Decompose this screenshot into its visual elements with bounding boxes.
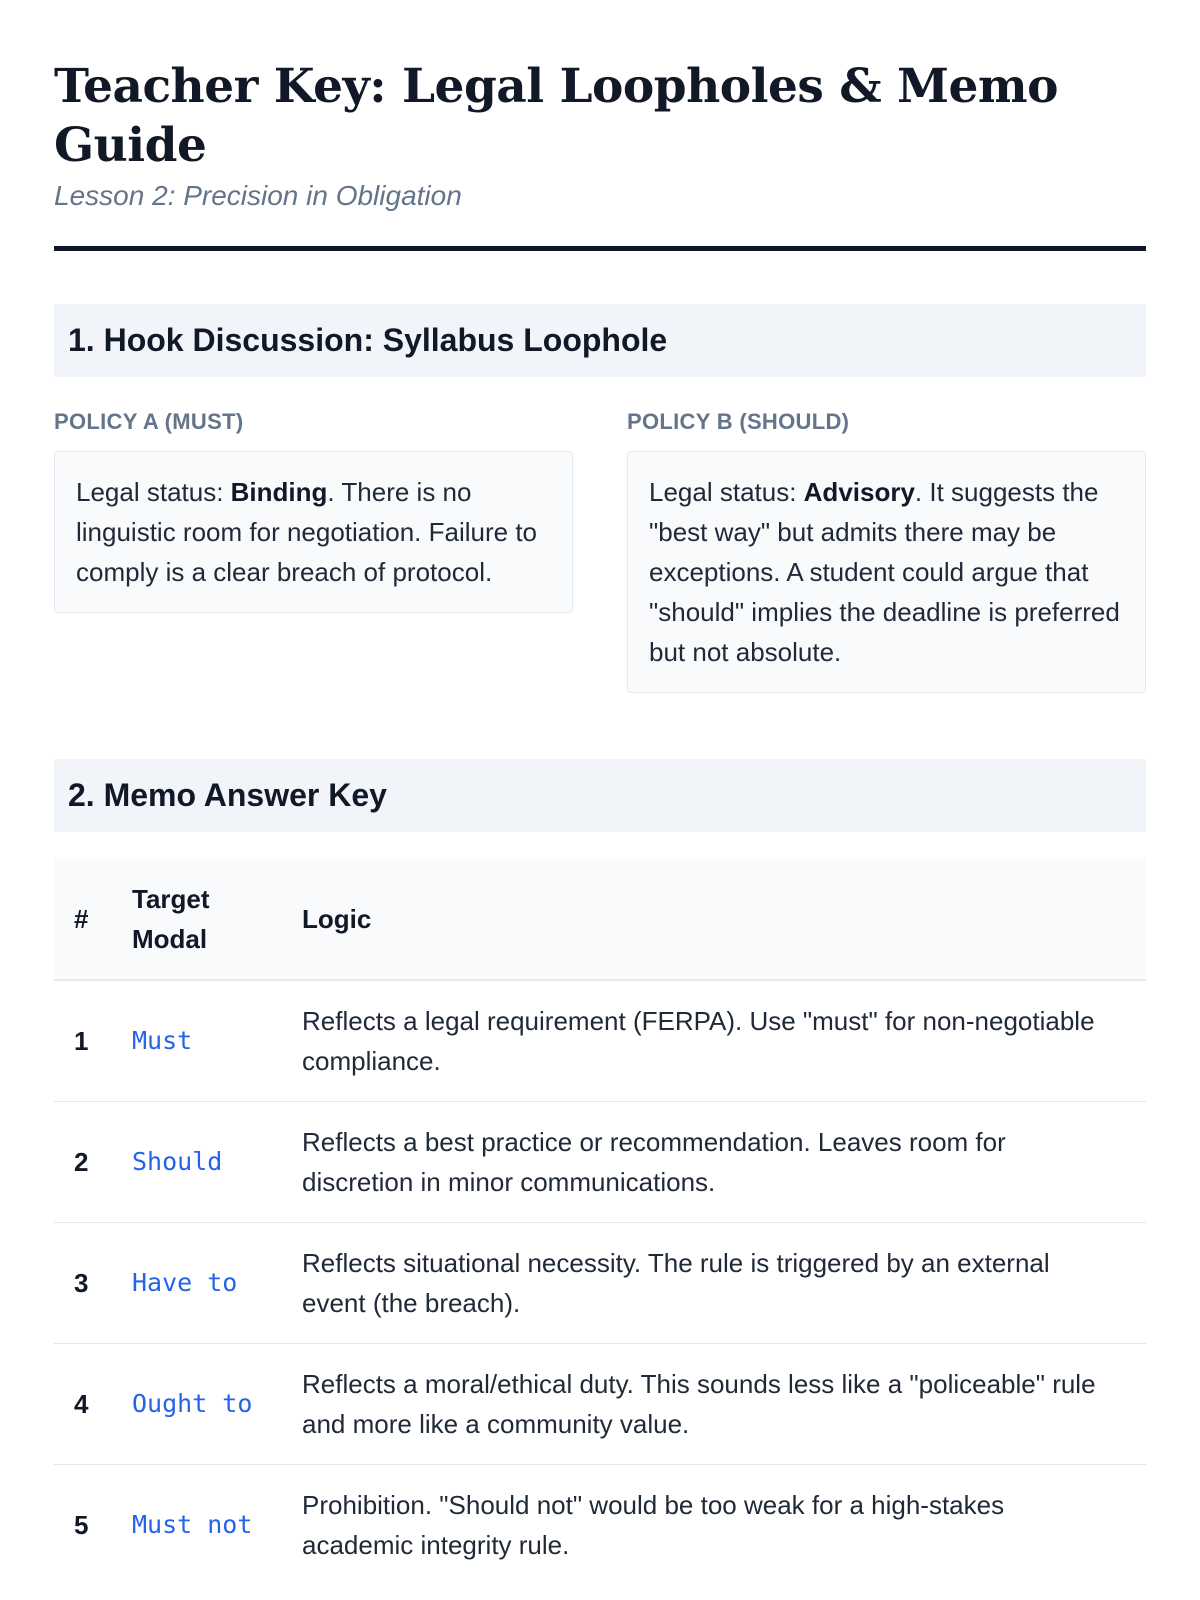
table-row — [54, 1222, 1146, 1343]
section-heading-hook: 1. Hook Discussion: Syllabus Loophole — [54, 304, 1146, 377]
policy-b — [627, 407, 1146, 693]
policy-b-prefix: Legal status: — [649, 476, 804, 507]
row-logic: Reflects a moral/ethical duty. This sounds less like a "policeable" rule and more like a community value. — [282, 1343, 1146, 1464]
policy-b-text: . It suggests the "best way" but admits there may be exceptions. A student could argue that "should" implies the deadline is preferred but not absolute. — [649, 476, 1120, 667]
row-number: 3 — [54, 1222, 132, 1343]
policy-b-label: POLICY B (SHOULD) — [627, 408, 850, 434]
answer-key-table — [54, 859, 1146, 1585]
header-divider — [54, 246, 1146, 251]
row-logic: Reflects a legal requirement (FERPA). Use "must" for non-negotiable compliance. — [282, 980, 1146, 1102]
policy-b-status: Advisory — [803, 476, 915, 507]
policy-comparison — [54, 407, 1146, 693]
row-logic: Reflects a best practice or recommendation. Leaves room for discretion in minor communications. — [282, 1101, 1146, 1222]
row-modal: Must — [132, 980, 282, 1102]
row-modal: Should — [132, 1101, 282, 1222]
table-row — [54, 1101, 1146, 1222]
memo-answer-key-section — [54, 759, 1146, 1585]
policy-a-box — [54, 451, 573, 613]
policy-a — [54, 407, 573, 613]
page-subtitle: Lesson 2: Precision in Obligation — [54, 179, 462, 211]
row-modal: Must not — [132, 1509, 253, 1539]
row-modal: Have to — [132, 1222, 282, 1343]
table-row — [54, 1343, 1146, 1464]
section-heading-memo: 2. Memo Answer Key — [54, 759, 1146, 832]
row-logic: Prohibition. "Should not" would be too weak for a high-stakes academic integrity rule. — [302, 1489, 1005, 1560]
row-number: 4 — [54, 1343, 132, 1464]
row-number: 2 — [54, 1101, 132, 1222]
policy-b-box — [627, 451, 1146, 693]
table-row — [54, 980, 1146, 1102]
table-header-row — [54, 859, 1146, 980]
column-header-number: # — [54, 859, 132, 980]
column-header-modal: Target Modal — [132, 859, 282, 980]
page-header — [54, 54, 1146, 251]
row-number: 1 — [54, 980, 132, 1102]
policy-a-prefix: Legal status: — [76, 476, 231, 507]
policy-a-status: Binding — [230, 476, 328, 507]
policy-a-text: . There is no linguistic room for negotiation. Failure to comply is a clear breach of protocol. — [76, 476, 538, 587]
policy-a-label: POLICY A (MUST) — [54, 408, 244, 434]
table-row — [54, 1464, 1146, 1585]
row-modal: Ought to — [132, 1343, 282, 1464]
row-logic: Reflects situational necessity. The rule is triggered by an external event (the breach). — [282, 1222, 1146, 1343]
column-header-logic: Logic — [282, 859, 1146, 980]
page-title: Teacher Key: Legal Loopholes & Memo Guide — [54, 59, 1058, 173]
hook-discussion-section — [54, 304, 1146, 693]
row-number: 5 — [74, 1509, 89, 1540]
